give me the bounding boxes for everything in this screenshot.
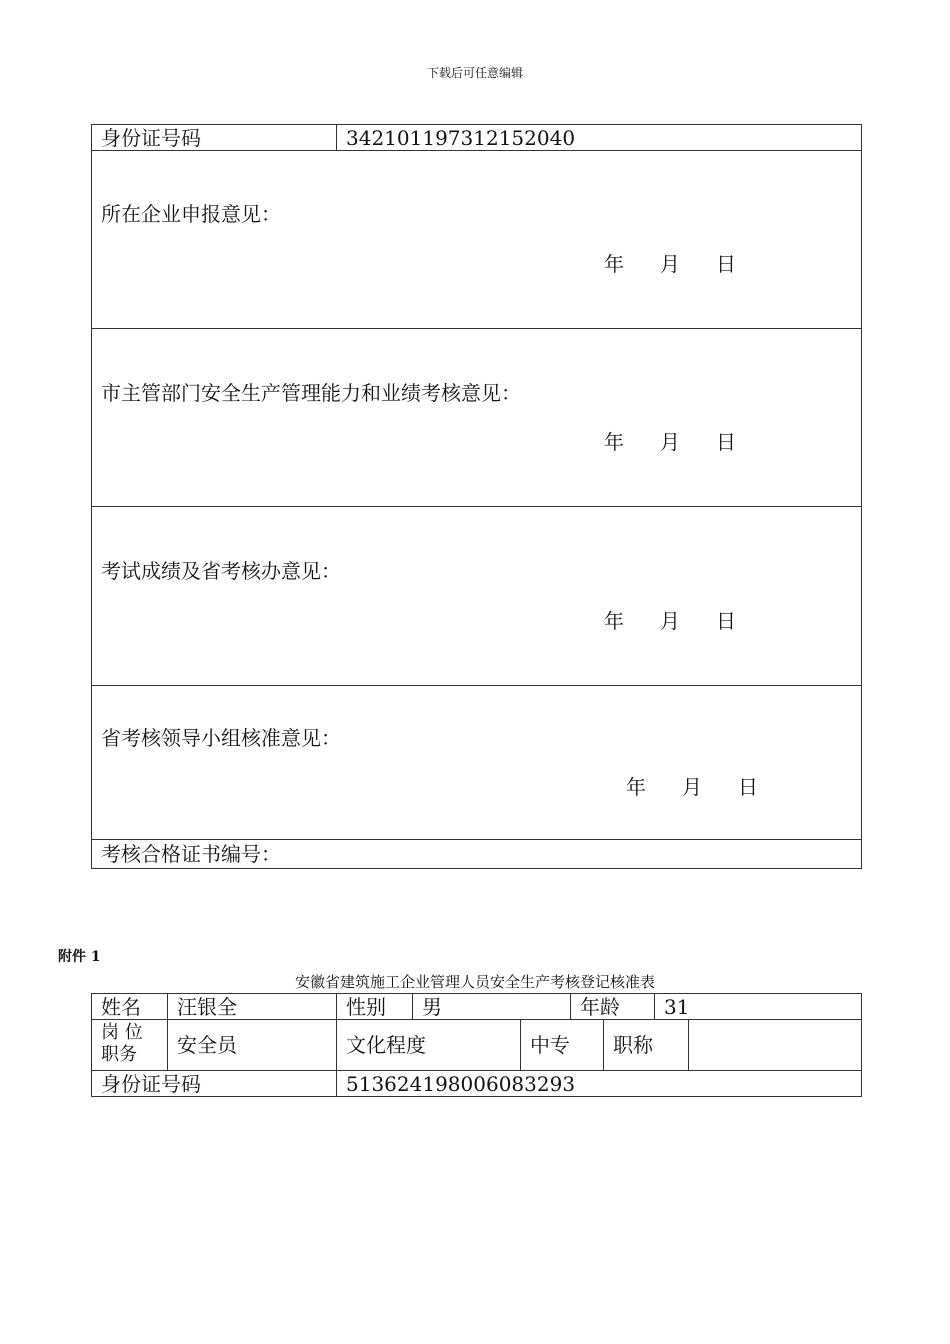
form2-col-divider [336,1070,337,1097]
form2-col-divider [336,993,337,1019]
age-value: 31 [664,995,690,1019]
position-label-line1: 岗 位 [101,1022,143,1043]
education-label: 文化程度 [346,1033,426,1057]
date-month: 月 [660,609,680,633]
gender-value: 男 [422,995,442,1019]
date-day: 日 [738,775,758,799]
date-year: 年 [604,252,624,276]
form1-row-divider [91,839,862,840]
name-label: 姓名 [101,995,141,1019]
form2-col-divider [654,993,655,1019]
form1-row-divider [91,506,862,507]
date-year: 年 [604,430,624,454]
age-label: 年龄 [580,995,620,1019]
certificate-number-label: 考核合格证书编号： [101,842,281,866]
form2-row-divider [91,1019,862,1020]
form1-row-divider [91,150,862,151]
form2-col-divider [570,993,571,1019]
form2-row-divider [91,1070,862,1071]
form2-col-divider [603,1019,604,1070]
date-year: 年 [626,775,646,799]
form2-title: 安徽省建筑施工企业管理人员安全生产考核登记核准表 [294,973,655,991]
form1-row-divider [91,685,862,686]
form1-id-divider [336,124,337,151]
form2-col-divider [520,1019,521,1070]
gender-label: 性别 [346,995,386,1019]
form1-id-label: 身份证号码 [101,126,201,150]
position-value: 安全员 [177,1033,237,1057]
annex-label: 附件 1 [58,949,101,965]
form2-id-label: 身份证号码 [101,1072,201,1096]
date-month: 月 [660,430,680,454]
exam-opinion-label: 考试成绩及省考核办意见： [101,559,341,583]
title-label: 职称 [613,1033,653,1057]
city-opinion-label: 市主管部门安全生产管理能力和业绩考核意见： [101,381,521,405]
form2-col-divider [167,1019,168,1070]
form2-col-divider [167,993,168,1019]
form2-id-value: 513624198006083293 [346,1072,576,1096]
form2-col-divider [336,1019,337,1070]
education-value: 中专 [530,1033,570,1057]
date-day: 日 [716,430,736,454]
form1-row-divider [91,328,862,329]
date-day: 日 [716,609,736,633]
date-month: 月 [660,252,680,276]
enterprise-opinion-label: 所在企业申报意见： [101,202,281,226]
header-note: 下载后可任意编辑 [426,66,523,80]
name-value: 汪银全 [177,995,237,1019]
form1-id-value: 342101197312152040 [346,126,576,150]
date-year: 年 [604,609,624,633]
form2-col-divider [688,1019,689,1070]
date-month: 月 [682,775,702,799]
form1-table [91,124,862,869]
date-day: 日 [716,252,736,276]
province-approval-label: 省考核领导小组核准意见： [101,726,341,750]
position-label-line2: 职务 [101,1044,137,1065]
form2-col-divider [412,993,413,1019]
